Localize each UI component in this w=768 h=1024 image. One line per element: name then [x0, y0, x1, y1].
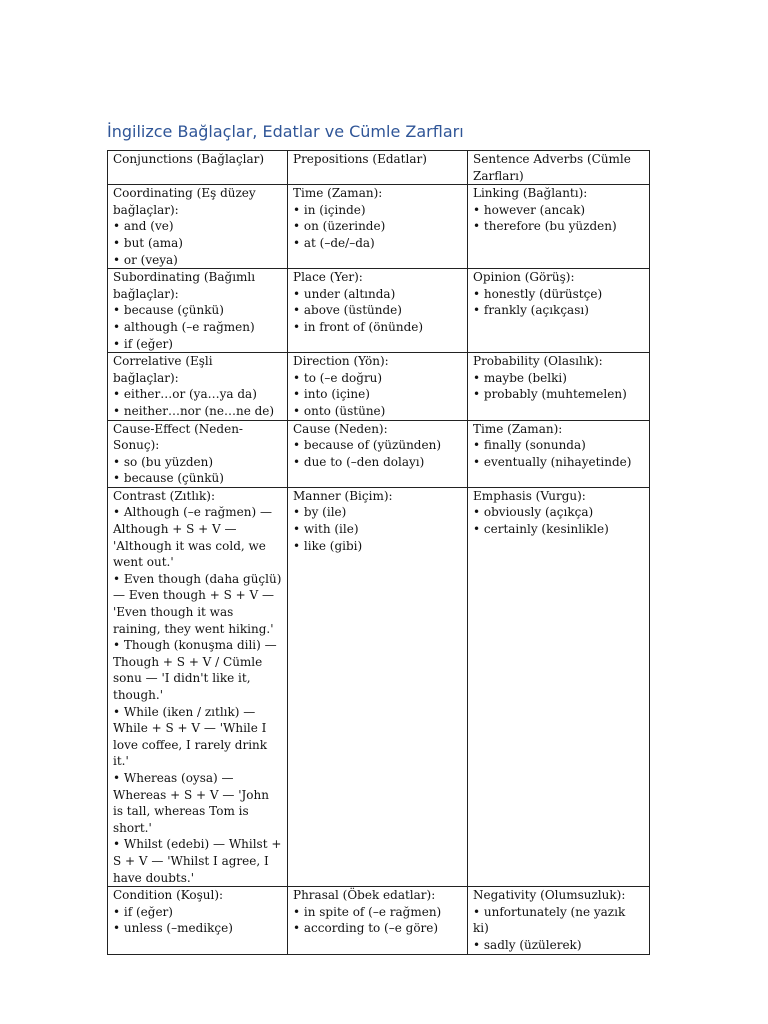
list-item: • sadly (üzülerek)	[473, 937, 582, 952]
table-cell-sentence-adverbs	[468, 185, 650, 269]
list-item: • however (ancak)	[473, 202, 586, 217]
list-item: • if (eğer)	[113, 904, 173, 919]
list-item: • eventually (nihayetinde)	[473, 454, 632, 469]
category-heading: Cause (Neden):	[293, 421, 388, 436]
list-item: • in (içinde)	[293, 202, 366, 217]
list-item: • and (ve)	[113, 219, 174, 234]
list-item: • neither…nor (ne…ne de)	[113, 403, 275, 418]
list-item: • While (iken / zıtlık) — While + S + V — 'While I love coffee, I rarely drink it.'	[113, 704, 268, 769]
table-cell-conjunctions	[108, 269, 288, 353]
table-cell-conjunctions	[108, 353, 288, 420]
list-item: • into (içine)	[293, 387, 370, 402]
list-item: • probably (muhtemelen)	[473, 387, 627, 402]
table-row	[108, 353, 650, 420]
list-item: • although (–e rağmen)	[113, 319, 255, 334]
header-label: Conjunctions (Bağlaçlar)	[113, 152, 265, 166]
table-row	[108, 420, 650, 487]
document-title: İngilizce Bağlaçlar, Edatlar ve Cümle Zarfları	[107, 122, 464, 141]
list-item: • maybe (belki)	[473, 370, 567, 385]
list-item: • in front of (önünde)	[293, 319, 424, 334]
table-cell-prepositions	[288, 420, 468, 487]
list-item: • to (–e doğru)	[293, 370, 383, 385]
category-heading: Opinion (Görüş):	[473, 270, 575, 285]
list-item: • due to (–den dolayı)	[293, 454, 425, 469]
header-cell-sentence-adverbs	[468, 151, 650, 185]
table-row	[108, 185, 650, 269]
category-heading: Cause-Effect (Neden-Sonuç):	[113, 421, 243, 453]
category-heading: Time (Zaman):	[293, 186, 383, 201]
table-cell-prepositions	[288, 353, 468, 420]
table-cell-prepositions	[288, 269, 468, 353]
table-body	[108, 151, 650, 955]
table-cell-sentence-adverbs	[468, 420, 650, 487]
list-item: • at (–de/–da)	[293, 235, 375, 250]
list-item: • finally (sonunda)	[473, 438, 586, 453]
list-item: • onto (üstüne)	[293, 403, 386, 418]
list-item: • like (gibi)	[293, 538, 363, 553]
list-item: • unless (–medikçe)	[113, 921, 233, 936]
list-item: • therefore (bu yüzden)	[473, 219, 617, 234]
table-cell-conjunctions	[108, 185, 288, 269]
table-cell-sentence-adverbs	[468, 269, 650, 353]
table-cell-conjunctions	[108, 887, 288, 954]
category-heading: Condition (Koşul):	[113, 888, 224, 903]
table-cell-prepositions	[288, 887, 468, 954]
table-row	[108, 887, 650, 954]
list-item: • but (ama)	[113, 235, 183, 250]
grammar-table	[107, 150, 650, 955]
list-item: • if (eğer)	[113, 336, 173, 351]
list-item: • or (veya)	[113, 252, 178, 267]
category-heading: Probability (Olasılık):	[473, 354, 603, 369]
category-heading: Manner (Biçim):	[293, 488, 393, 503]
list-item: • Even though (daha güçlü) — Even though + S + V — 'Even though it was raining, they went hiking.'	[113, 571, 282, 636]
list-item: • Whereas (oysa) — Whereas + S + V — 'John is tall, whereas Tom is short.'	[113, 770, 269, 835]
category-heading: Place (Yer):	[293, 270, 363, 285]
table-cell-prepositions	[288, 487, 468, 886]
list-item: • according to (–e göre)	[293, 921, 439, 936]
category-heading: Time (Zaman):	[473, 421, 563, 436]
list-item: • Whilst (edebi) — Whilst + S + V — 'Whilst I agree, I have doubts.'	[113, 837, 282, 885]
table-cell-conjunctions	[108, 420, 288, 487]
list-item: • because (çünkü)	[113, 303, 224, 318]
list-item: • unfortunately (ne yazık ki)	[473, 904, 626, 936]
table-cell-prepositions	[288, 185, 468, 269]
category-heading: Correlative (Eşli bağlaçlar):	[113, 354, 213, 385]
category-heading: Subordinating (Bağımlı bağlaçlar):	[113, 270, 256, 301]
category-heading: Coordinating (Eş düzey bağlaçlar):	[113, 186, 256, 217]
table-header-row	[108, 151, 650, 185]
header-cell-conjunctions	[108, 151, 288, 185]
table-cell-sentence-adverbs	[468, 487, 650, 886]
category-heading: Emphasis (Vurgu):	[473, 488, 586, 503]
category-heading: Linking (Bağlantı):	[473, 186, 588, 201]
list-item: • honestly (dürüstçe)	[473, 286, 603, 301]
list-item: • obviously (açıkça)	[473, 505, 594, 520]
category-heading: Direction (Yön):	[293, 354, 389, 369]
table-cell-conjunctions	[108, 487, 288, 886]
category-heading: Contrast (Zıtlık):	[113, 488, 215, 503]
list-item: • Though (konuşma dili) — Though + S + V / Cümle sonu — 'I didn't like it, though.'	[113, 638, 277, 702]
list-item: • because (çünkü)	[113, 471, 224, 486]
list-item: • Although (–e rağmen) — Although + S + V — 'Although it was cold, we went out.'	[113, 505, 272, 570]
list-item: • on (üzerinde)	[293, 219, 386, 234]
list-item: • above (üstünde)	[293, 303, 402, 318]
list-item: • certainly (kesinlikle)	[473, 522, 609, 537]
list-item: • under (altında)	[293, 286, 396, 301]
list-item: • either…or (ya…ya da)	[113, 387, 257, 402]
category-heading: Phrasal (Öbek edatlar):	[293, 888, 436, 903]
table-cell-sentence-adverbs	[468, 353, 650, 420]
list-item: • so (bu yüzden)	[113, 454, 214, 469]
header-label: Sentence Adverbs (Cümle Zarfları)	[473, 152, 631, 183]
table-row	[108, 487, 650, 886]
list-item: • with (ile)	[293, 522, 359, 537]
table-cell-sentence-adverbs	[468, 887, 650, 954]
header-label: Prepositions (Edatlar)	[293, 152, 427, 166]
category-heading: Negativity (Olumsuzluk):	[473, 888, 626, 903]
list-item: • by (ile)	[293, 505, 347, 520]
table-row	[108, 269, 650, 353]
list-item: • in spite of (–e rağmen)	[293, 904, 442, 919]
list-item: • because of (yüzünden)	[293, 438, 441, 453]
header-cell-prepositions	[288, 151, 468, 185]
list-item: • frankly (açıkçası)	[473, 303, 589, 318]
